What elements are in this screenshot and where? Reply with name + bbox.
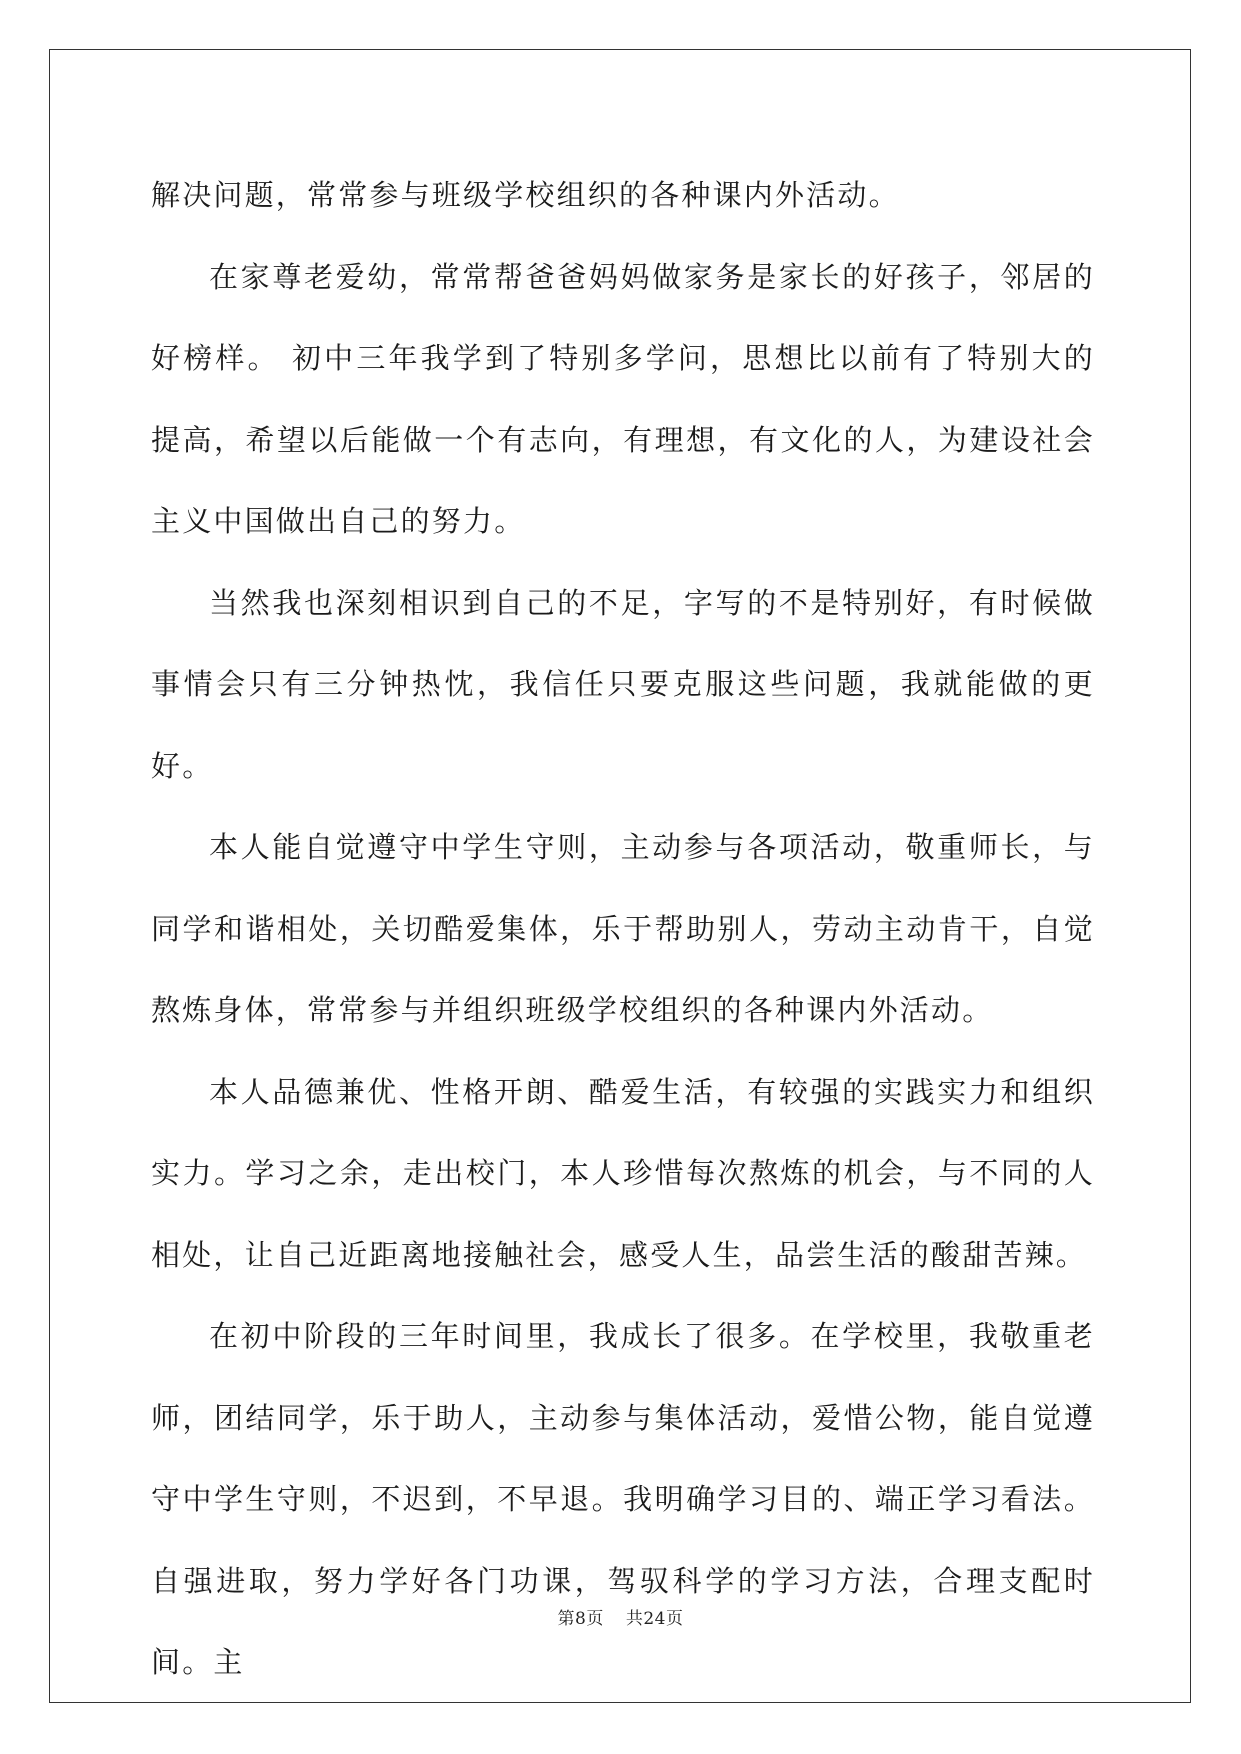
page-number-total: 共24页 <box>625 1609 684 1629</box>
paragraph-6: 在初中阶段的三年时间里，我成长了很多。在学校里，我敬重老师，团结同学，乐于助人，主动参与集体活动，爱惜公物，能自觉遵守中学生守则，不迟到，不早退。我明确学习目的、端正学习看法。自强进取，努力学好各门功课，驾驭科学的学习方法，合理支配时间。主 <box>151 1319 1095 1679</box>
paragraph-2: 在家尊老爱幼，常常帮爸爸妈妈做家务是家长的好孩子，邻居的好榜样。 初中三年我学到了特别多学问，思想比以前有了特别大的提高，希望以后能做一个有志向，有理想，有文化的人，为建设社会主义中国做出自己的努力。 <box>151 259 1095 538</box>
page-number-current: 第8页 <box>557 1609 604 1629</box>
page-footer <box>0 1604 1241 1629</box>
paragraph-5: 本人品德兼优、性格开朗、酷爱生活，有较强的实践实力和组织实力。学习之余，走出校门，本人珍惜每次熬炼的机会，与不同的人相处，让自己近距离地接触社会，感受人生，品尝生活的酸甜苦辣。 <box>151 1074 1095 1272</box>
paragraph-1: 解决问题，常常参与班级学校组织的各种课内外活动。 <box>151 178 900 212</box>
paragraph-4: 本人能自觉遵守中学生守则，主动参与各项活动，敬重师长，与同学和谐相处，关切酷爱集体，乐于帮助别人，劳动主动肯干，自觉熬炼身体，常常参与并组织班级学校组织的各种课内外活动。 <box>151 830 1095 1027</box>
document-body <box>151 155 1095 1704</box>
paragraph-3: 当然我也深刻相识到自己的不足，字写的不是特别好，有时候做事情会只有三分钟热忱，我信任只要克服这些问题，我就能做的更好。 <box>151 585 1095 783</box>
